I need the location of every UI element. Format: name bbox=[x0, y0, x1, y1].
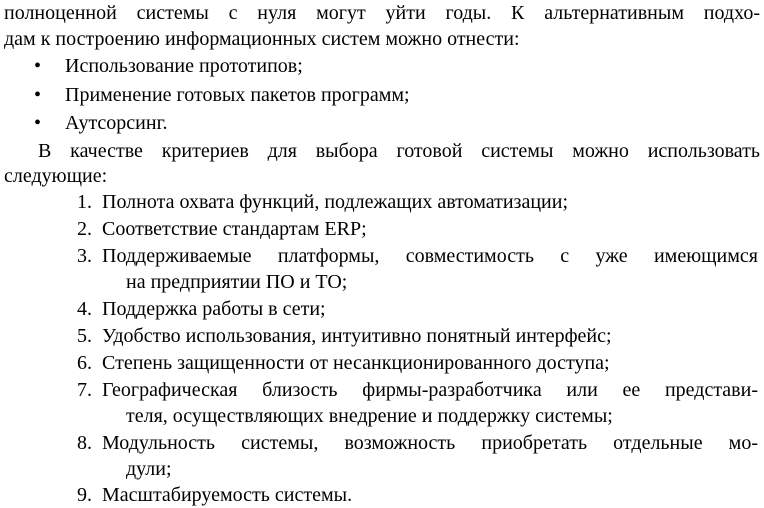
list-item: Удобство использования, интуитивно понятный интерфейс; bbox=[102, 325, 612, 347]
bullet-marker: • bbox=[34, 84, 42, 106]
list-item-continuation: теля, осуществляющих внедрение и поддержку системы; bbox=[126, 405, 613, 427]
list-item-number: 8. bbox=[77, 432, 92, 454]
list-item-number: 4. bbox=[77, 298, 92, 320]
list-item-number: 6. bbox=[77, 352, 92, 374]
list-item: Соответствие стандартам ERP; bbox=[102, 218, 367, 240]
list-item: Аутсорсинг. bbox=[65, 112, 168, 134]
list-item-number: 2. bbox=[77, 218, 92, 240]
list-item: Модульность системы, возможность приобретать отдельные мо- bbox=[102, 432, 758, 454]
bullet-marker: • bbox=[34, 55, 42, 77]
list-item: Географическая близость фирмы-разработчика или ее представи- bbox=[102, 379, 758, 401]
list-item-continuation: дули; bbox=[126, 458, 172, 480]
list-item-number: 9. bbox=[77, 484, 92, 506]
list-item: Степень защищенности от несанкционированного доступа; bbox=[102, 352, 610, 374]
list-item-number: 3. bbox=[77, 245, 92, 267]
paragraph-1-line-2: дам к построению информационных систем можно отнести: bbox=[4, 28, 520, 50]
list-item: Масштабируемость системы. bbox=[102, 484, 353, 506]
list-item-number: 7. bbox=[77, 379, 92, 401]
list-item: Полнота охвата функций, подлежащих автоматизации; bbox=[102, 191, 568, 213]
list-item: Поддержка работы в сети; bbox=[102, 298, 326, 320]
paragraph-2-line-1: В качестве критериев для выбора готовой системы можно использовать bbox=[38, 140, 760, 162]
paragraph-2-line-2: следующие: bbox=[4, 165, 108, 187]
bullet-marker: • bbox=[34, 112, 42, 134]
list-item: Применение готовых пакетов программ; bbox=[65, 84, 410, 106]
list-item: Поддерживаемые платформы, совместимость с уже имеющимся bbox=[102, 245, 758, 267]
list-item-number: 1. bbox=[77, 191, 92, 213]
paragraph-1-line-1: полноценной системы с нуля могут уйти годы. К альтернативным подхо- bbox=[4, 2, 760, 24]
list-item: Использование прототипов; bbox=[65, 55, 303, 77]
list-item-number: 5. bbox=[77, 325, 92, 347]
list-item-continuation: на предприятии ПО и ТО; bbox=[126, 271, 348, 293]
